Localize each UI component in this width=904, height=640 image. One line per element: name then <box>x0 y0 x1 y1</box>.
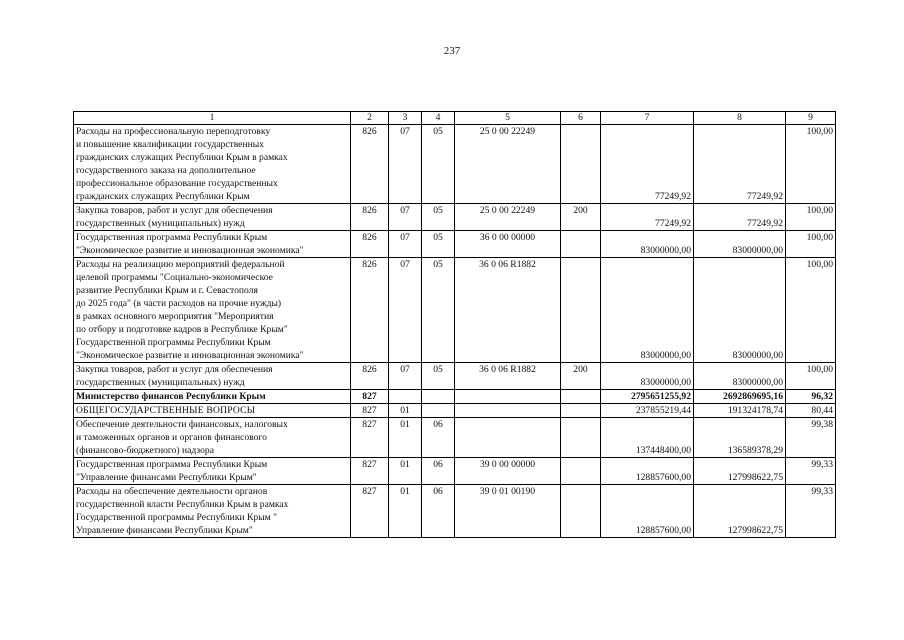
section-code <box>389 390 422 404</box>
execution-percent: 99,38 <box>786 418 836 458</box>
executed-amount: 2692869695,16 <box>694 390 786 404</box>
target-article-code: 39 0 00 00000 <box>455 458 561 485</box>
description-line: государственных (муниципальных) нужд <box>76 377 245 388</box>
admin-code: 826 <box>351 231 389 258</box>
subsection-code: 05 <box>422 125 455 204</box>
execution-percent: 100,00 <box>786 204 836 231</box>
executed-amount: 77249,92 <box>694 204 786 231</box>
target-article-code <box>455 390 561 404</box>
expense-type-code <box>561 390 601 404</box>
description-line: Государственной программы Республики Крым " <box>76 512 278 523</box>
section-code: 01 <box>389 485 422 538</box>
description-line: "Экономическое развитие и инновационная экономика" <box>76 245 304 256</box>
target-article-code: 25 0 00 22249 <box>455 204 561 231</box>
expense-type-code <box>561 258 601 363</box>
admin-code: 826 <box>351 125 389 204</box>
subsection-code: 05 <box>422 258 455 363</box>
subsection-code: 05 <box>422 363 455 390</box>
planned-amount: 128857600,00 <box>601 485 694 538</box>
table-row <box>74 204 836 231</box>
subsection-code: 05 <box>422 231 455 258</box>
section-code: 07 <box>389 363 422 390</box>
executed-amount: 83000000,00 <box>694 258 786 363</box>
expense-type-code <box>561 485 601 538</box>
column-number: 3 <box>389 112 422 125</box>
row-description <box>74 458 351 485</box>
admin-code: 827 <box>351 404 389 418</box>
table-row <box>74 485 836 538</box>
target-article-code <box>455 418 561 458</box>
description-line: Расходы на профессиональную переподготовку <box>76 126 271 137</box>
description-line: профессиональное образование государственных <box>76 178 278 189</box>
column-number: 6 <box>561 112 601 125</box>
subsection-code <box>422 404 455 418</box>
row-description <box>74 231 351 258</box>
section-code: 01 <box>389 418 422 458</box>
description-line: "Экономическое развитие и инновационная экономика" <box>76 350 304 361</box>
table-row <box>74 231 836 258</box>
target-article-code: 36 0 06 R1882 <box>455 258 561 363</box>
description-line: государственного заказа на дополнительное <box>76 165 256 176</box>
description-line: Министерство финансов Республики Крым <box>76 391 266 402</box>
section-code: 01 <box>389 404 422 418</box>
executed-amount: 83000000,00 <box>694 231 786 258</box>
planned-amount: 77249,92 <box>601 204 694 231</box>
table-row <box>74 458 836 485</box>
row-description <box>74 390 351 404</box>
executed-amount: 127998622,75 <box>694 458 786 485</box>
column-number: 7 <box>601 112 694 125</box>
admin-code: 827 <box>351 390 389 404</box>
description-line: Закупка товаров, работ и услуг для обеспечения <box>76 205 273 216</box>
expense-type-code: 200 <box>561 363 601 390</box>
subsection-code: 06 <box>422 418 455 458</box>
table-row <box>74 125 836 204</box>
description-line: Государственная программа Республики Крым <box>76 232 268 243</box>
row-description <box>74 363 351 390</box>
table-row <box>74 390 836 404</box>
executed-amount: 136589378,29 <box>694 418 786 458</box>
description-line: государственных (муниципальных) нужд <box>76 218 245 229</box>
description-line: Расходы на обеспечение деятельности органов <box>76 486 268 497</box>
executed-amount: 127998622,75 <box>694 485 786 538</box>
expense-type-code <box>561 125 601 204</box>
expense-type-code <box>561 231 601 258</box>
table-row <box>74 258 836 363</box>
subsection-code: 06 <box>422 485 455 538</box>
description-line: и таможенных органов и органов финансового <box>76 432 267 443</box>
description-line: Обеспечение деятельности финансовых, налоговых <box>76 419 288 430</box>
planned-amount: 2795651255,92 <box>601 390 694 404</box>
description-line: по отбору и подготовке кадров в Республике Крым" <box>76 324 288 335</box>
row-description <box>74 404 351 418</box>
description-line: государственной власти Республики Крым в рамках <box>76 499 289 510</box>
execution-percent: 100,00 <box>786 125 836 204</box>
target-article-code: 36 0 06 R1882 <box>455 363 561 390</box>
execution-percent: 99,33 <box>786 485 836 538</box>
column-number: 5 <box>455 112 561 125</box>
admin-code: 827 <box>351 458 389 485</box>
execution-percent: 100,00 <box>786 231 836 258</box>
description-line: (финансово-бюджетного) надзора <box>76 445 214 456</box>
table-row <box>74 363 836 390</box>
expense-type-code <box>561 418 601 458</box>
description-line: "Управление финансами Республики Крым" <box>76 472 257 483</box>
planned-amount: 77249,92 <box>601 125 694 204</box>
section-code: 07 <box>389 125 422 204</box>
subsection-code <box>422 390 455 404</box>
planned-amount: 237855219,44 <box>601 404 694 418</box>
admin-code: 826 <box>351 204 389 231</box>
description-line: Закупка товаров, работ и услуг для обеспечения <box>76 364 273 375</box>
row-description <box>74 204 351 231</box>
admin-code: 827 <box>351 418 389 458</box>
column-number: 1 <box>74 112 351 125</box>
section-code: 07 <box>389 231 422 258</box>
table-row <box>74 418 836 458</box>
subsection-code: 06 <box>422 458 455 485</box>
description-line: гражданских служащих Республики Крым в рамках <box>76 152 288 163</box>
row-description <box>74 485 351 538</box>
subsection-code: 05 <box>422 204 455 231</box>
execution-percent: 96,32 <box>786 390 836 404</box>
target-article-code: 25 0 00 22249 <box>455 125 561 204</box>
target-article-code <box>455 404 561 418</box>
planned-amount: 128857600,00 <box>601 458 694 485</box>
description-line: Государственной программы Республики Крым <box>76 337 271 348</box>
description-line: Расходы на реализацию мероприятий федеральной <box>76 259 285 270</box>
expense-type-code: 200 <box>561 204 601 231</box>
description-line: Управление финансами Республики Крым" <box>76 525 253 536</box>
executed-amount: 83000000,00 <box>694 363 786 390</box>
executed-amount: 77249,92 <box>694 125 786 204</box>
description-line: гражданских служащих Республики Крым <box>76 191 250 202</box>
row-description <box>74 125 351 204</box>
description-line: Государственная программа Республики Крым <box>76 459 268 470</box>
column-number-row <box>74 112 836 125</box>
column-number: 2 <box>351 112 389 125</box>
table-row <box>74 404 836 418</box>
section-code: 07 <box>389 258 422 363</box>
description-line: целевой программы "Социально-экономическое <box>76 272 273 283</box>
description-line: в рамках основного мероприятия "Мероприятия <box>76 311 274 322</box>
planned-amount: 137448400,00 <box>601 418 694 458</box>
execution-percent: 100,00 <box>786 258 836 363</box>
execution-percent: 80,44 <box>786 404 836 418</box>
column-number: 8 <box>694 112 786 125</box>
description-line: до 2025 года" (в части расходов на прочие нужды) <box>76 298 282 309</box>
description-line: развитие Республики Крым и г. Севастополя <box>76 285 258 296</box>
section-code: 07 <box>389 204 422 231</box>
description-line: ОБЩЕГОСУДАРСТВЕННЫЕ ВОПРОСЫ <box>76 405 256 416</box>
expense-type-code <box>561 404 601 418</box>
description-line: и повышение квалификации государственных <box>76 139 264 150</box>
page-number: 237 <box>443 45 461 57</box>
planned-amount: 83000000,00 <box>601 231 694 258</box>
section-code: 01 <box>389 458 422 485</box>
planned-amount: 83000000,00 <box>601 258 694 363</box>
execution-percent: 100,00 <box>786 363 836 390</box>
column-number: 4 <box>422 112 455 125</box>
planned-amount: 83000000,00 <box>601 363 694 390</box>
admin-code: 826 <box>351 363 389 390</box>
executed-amount: 191324178,74 <box>694 404 786 418</box>
target-article-code: 39 0 01 00190 <box>455 485 561 538</box>
execution-percent: 99,33 <box>786 458 836 485</box>
target-article-code: 36 0 00 00000 <box>455 231 561 258</box>
row-description <box>74 418 351 458</box>
expense-type-code <box>561 458 601 485</box>
admin-code: 827 <box>351 485 389 538</box>
budget-table <box>73 111 836 538</box>
column-number: 9 <box>786 112 836 125</box>
row-description <box>74 258 351 363</box>
admin-code: 826 <box>351 258 389 363</box>
